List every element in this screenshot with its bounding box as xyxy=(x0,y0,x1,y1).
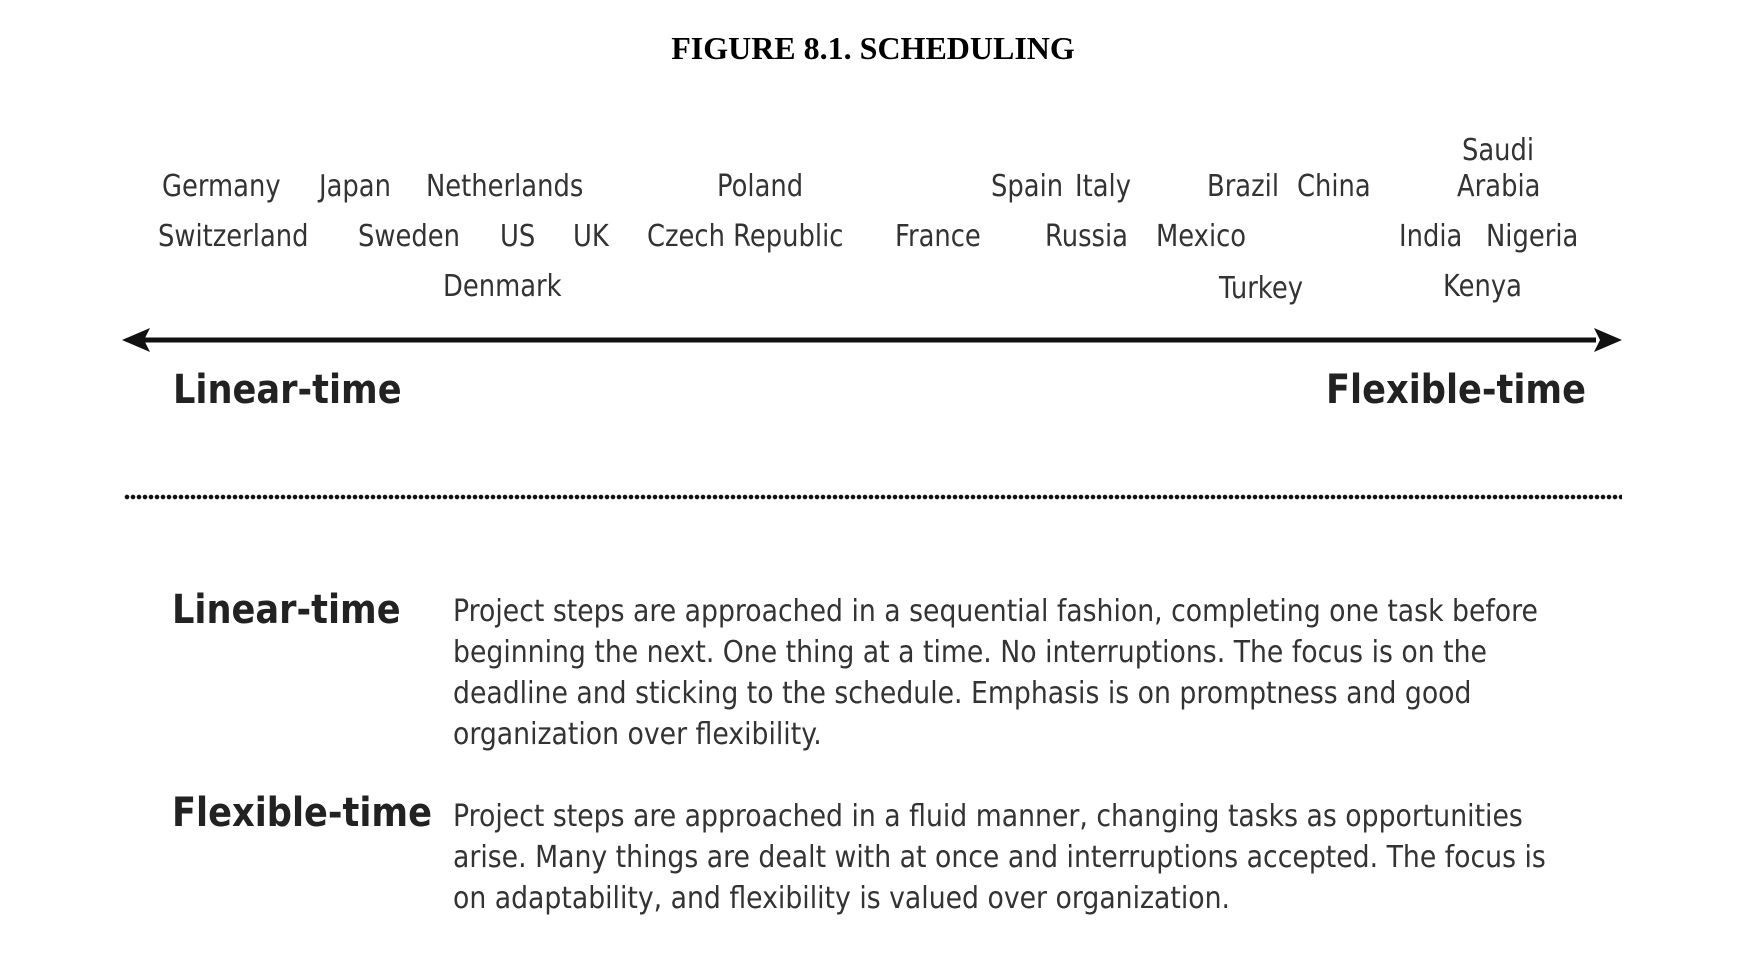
country-germany: Germany xyxy=(162,169,281,204)
country-czech-republic: Czech Republic xyxy=(647,219,844,254)
country-italy: Italy xyxy=(1075,169,1131,204)
definition-text-flexible-time: Project steps are approached in a fluid manner, changing tasks as opportunities arise. Many things are dealt with at once and interruptions accepted. The focus is on adaptability, and flexibility is valued over organization. xyxy=(453,799,1546,916)
country-turkey: Turkey xyxy=(1219,271,1303,306)
definition-term-linear-time: Linear-time xyxy=(172,587,401,633)
axis-label-linear-time: Linear-time xyxy=(173,367,402,413)
country-france: France xyxy=(895,219,981,254)
definition-text-linear-time: Project steps are approached in a sequential fashion, completing one task before beginning the next. One thing at a time. No interruptions. The focus is on the deadline and sticking to the schedule. Emphasis is on promptness and good organization over flexibility. xyxy=(453,594,1538,752)
axis-label-flexible-time: Flexible-time xyxy=(1326,367,1586,413)
country-switzerland: Switzerland xyxy=(158,219,309,254)
country-saudi-arabia-line2: Arabia xyxy=(1457,169,1541,204)
country-spain: Spain xyxy=(991,169,1064,204)
country-netherlands: Netherlands xyxy=(426,169,584,204)
country-mexico: Mexico xyxy=(1156,219,1247,254)
country-saudi-arabia-line1: Saudi xyxy=(1462,133,1535,168)
country-denmark: Denmark xyxy=(443,269,562,304)
definition-term-flexible-time: Flexible-time xyxy=(172,790,432,836)
country-uk: UK xyxy=(573,219,609,254)
figure-title: FIGURE 8.1. SCHEDULING xyxy=(671,30,1075,66)
country-sweden: Sweden xyxy=(358,219,460,254)
country-brazil: Brazil xyxy=(1207,169,1279,204)
axis-right-arrowhead xyxy=(1594,328,1622,352)
country-us: US xyxy=(500,219,536,254)
country-japan: Japan xyxy=(319,169,391,204)
country-nigeria: Nigeria xyxy=(1486,219,1579,254)
country-russia: Russia xyxy=(1045,219,1128,254)
dotted-divider xyxy=(124,493,1622,501)
country-kenya: Kenya xyxy=(1443,269,1522,304)
country-india: India xyxy=(1399,219,1463,254)
time-axis-arrow xyxy=(0,0,1746,380)
country-poland: Poland xyxy=(717,169,804,204)
country-china: China xyxy=(1297,169,1371,204)
